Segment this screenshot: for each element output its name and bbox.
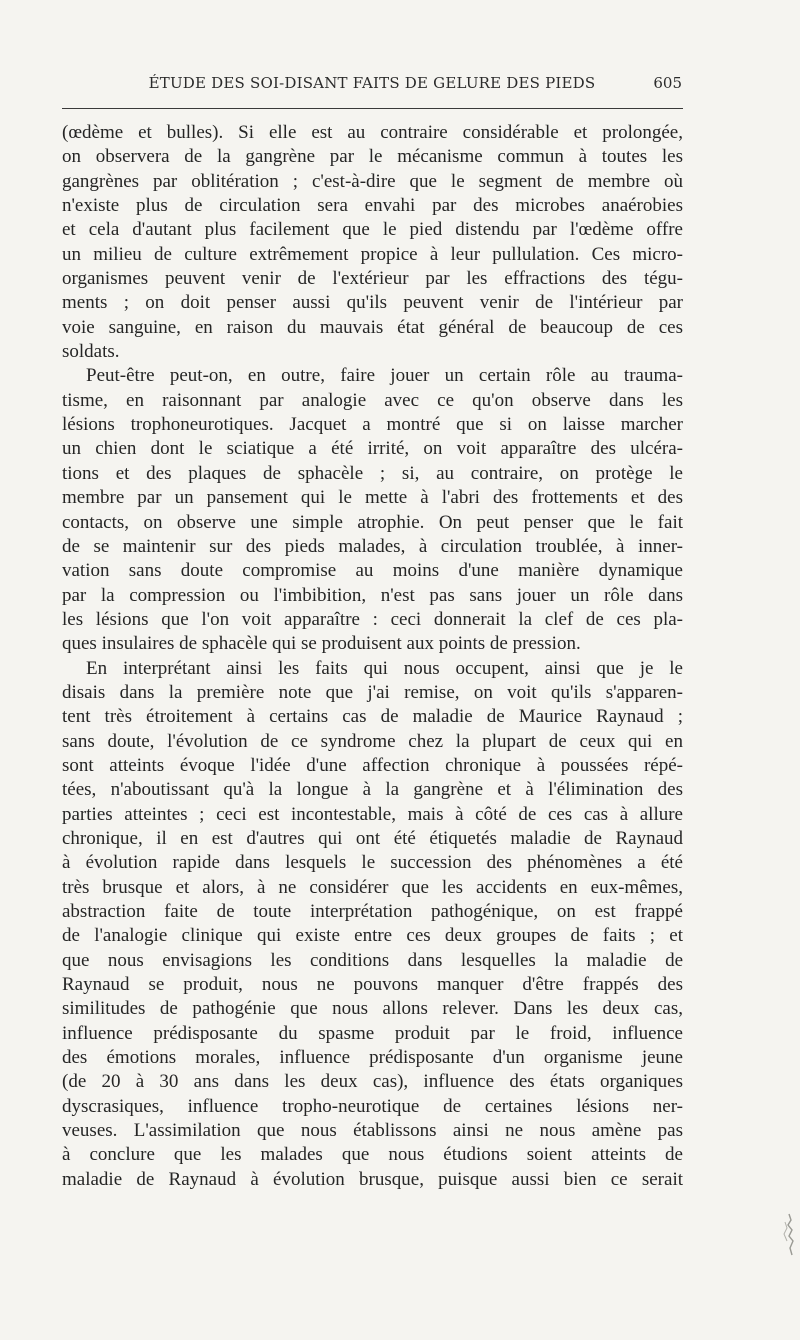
text-line: à évolution rapide dans lesquels le succession des phénomènes a été [62,852,683,874]
page-number: 605 [653,74,682,92]
text-line: chronique, il en est d'autres qui ont été étiquetés maladie de Raynaud [62,827,683,849]
text-line: à conclure que les malades que nous étudions soient atteints de [62,1144,683,1166]
header-rule [62,108,683,109]
text-line: membre par un pansement qui le mette à l'abri des frottements et des [62,487,683,509]
text-line: des émotions morales, influence prédisposante d'un organisme jeune [62,1047,683,1069]
body-text [62,121,683,1192]
margin-stain-icon [777,1210,797,1260]
text-line: soldats. [62,341,120,363]
text-line: très brusque et alors, à ne considérer que les accidents en eux-mêmes, [62,876,683,898]
text-line: dyscrasiques, influence tropho-neurotique de certaines lésions ner- [62,1095,683,1117]
text-line: abstraction faite de toute interprétation pathogénique, on est frappé [62,901,683,922]
text-line: influence prédisposante du spasme produit par le froid, influence [62,1022,683,1044]
text-line: vation sans doute compromise au moins d'une manière dynamique [62,560,683,582]
text-line: Peut-être peut-on, en outre, faire jouer un certain rôle au trauma- [86,365,683,387]
paragraph-1 [62,121,683,364]
text-line: ments ; on doit penser aussi qu'ils peuvent venir de l'intérieur par [62,292,683,314]
text-line: les lésions que l'on voit apparaître : ceci donnerait la clef de ces pla- [62,608,683,630]
text-line: En interprétant ainsi les faits qui nous occupent, ainsi que je le [86,657,683,679]
running-head [62,74,682,98]
text-line: (œdème et bulles). Si elle est au contraire considérable et prolongée, [62,122,683,143]
text-line: sans doute, l'évolution de ce syndrome chez la plupart de ceux qui en [62,730,683,752]
text-line: disais dans la première note que j'ai remise, on voit qu'ils s'apparen- [62,681,683,703]
text-line: tées, n'aboutissant qu'à la longue à la gangrène et à l'élimination des [62,779,683,801]
text-line: de se maintenir sur des pieds malades, à circulation troublée, à inner- [62,535,683,557]
running-title: ÉTUDE DES SOI-DISANT FAITS DE GELURE DES PIEDS [148,74,596,92]
text-line: maladie de Raynaud à évolution brusque, puisque aussi bien ce serait [62,1168,683,1190]
text-line: sont atteints évoque l'idée d'une affection chronique à poussées répé- [62,754,683,776]
text-line: de l'analogie clinique qui existe entre ces deux groupes de faits ; et [62,925,683,947]
text-line: n'existe plus de circulation sera envahi par des microbes anaérobies [62,195,683,217]
text-line: tions et des plaques de sphacèle ; si, au contraire, on protège le [62,462,683,484]
text-line: gangrènes par oblitération ; c'est-à-dire que le segment de membre où [62,170,683,192]
text-line: parties atteintes ; ceci est incontestable, mais à côté de ces cas à allure [62,803,683,825]
text-line: et cela d'autant plus facilement que le pied distendu par l'œdème offre [62,219,683,241]
text-line: lésions trophoneurotiques. Jacquet a montré que si on laisse marcher [62,414,683,436]
paragraph-2 [62,364,683,656]
text-line: on observera de la gangrène par le mécanisme commun à toutes les [62,146,683,168]
text-line: par la compression ou l'imbibition, n'est pas sans jouer un rôle dans [62,584,683,606]
text-line: ques insulaires de sphacèle qui se produisent aux points de pression. [62,633,581,655]
text-line: Raynaud se produit, nous ne pouvons manquer d'être frappés des [62,974,683,996]
text-line: tent très étroitement à certains cas de maladie de Maurice Raynaud ; [62,706,683,728]
text-line: que nous envisagions les conditions dans lesquelles la maladie de [62,949,683,971]
text-line: veuses. L'assimilation que nous établissons ainsi ne nous amène pas [62,1120,683,1142]
text-line: similitudes de pathogénie que nous allons relever. Dans les deux cas, [62,998,683,1020]
text-line: un milieu de culture extrêmement propice à leur pullulation. Ces micro- [62,243,683,265]
text-line: (de 20 à 30 ans dans les deux cas), influence des états organiques [62,1071,683,1093]
paragraph-3 [62,657,683,1193]
text-line: tisme, en raisonnant par analogie avec ce qu'on observe dans les [62,389,683,411]
text-line: organismes peuvent venir de l'extérieur par les effractions des tégu- [62,268,683,290]
text-line: voie sanguine, en raison du mauvais état général de beaucoup de ces [62,316,683,338]
text-line: un chien dont le sciatique a été irrité, on voit apparaître des ulcéra- [62,438,683,460]
text-line: contacts, on observe une simple atrophie. On peut penser que le fait [62,511,683,533]
